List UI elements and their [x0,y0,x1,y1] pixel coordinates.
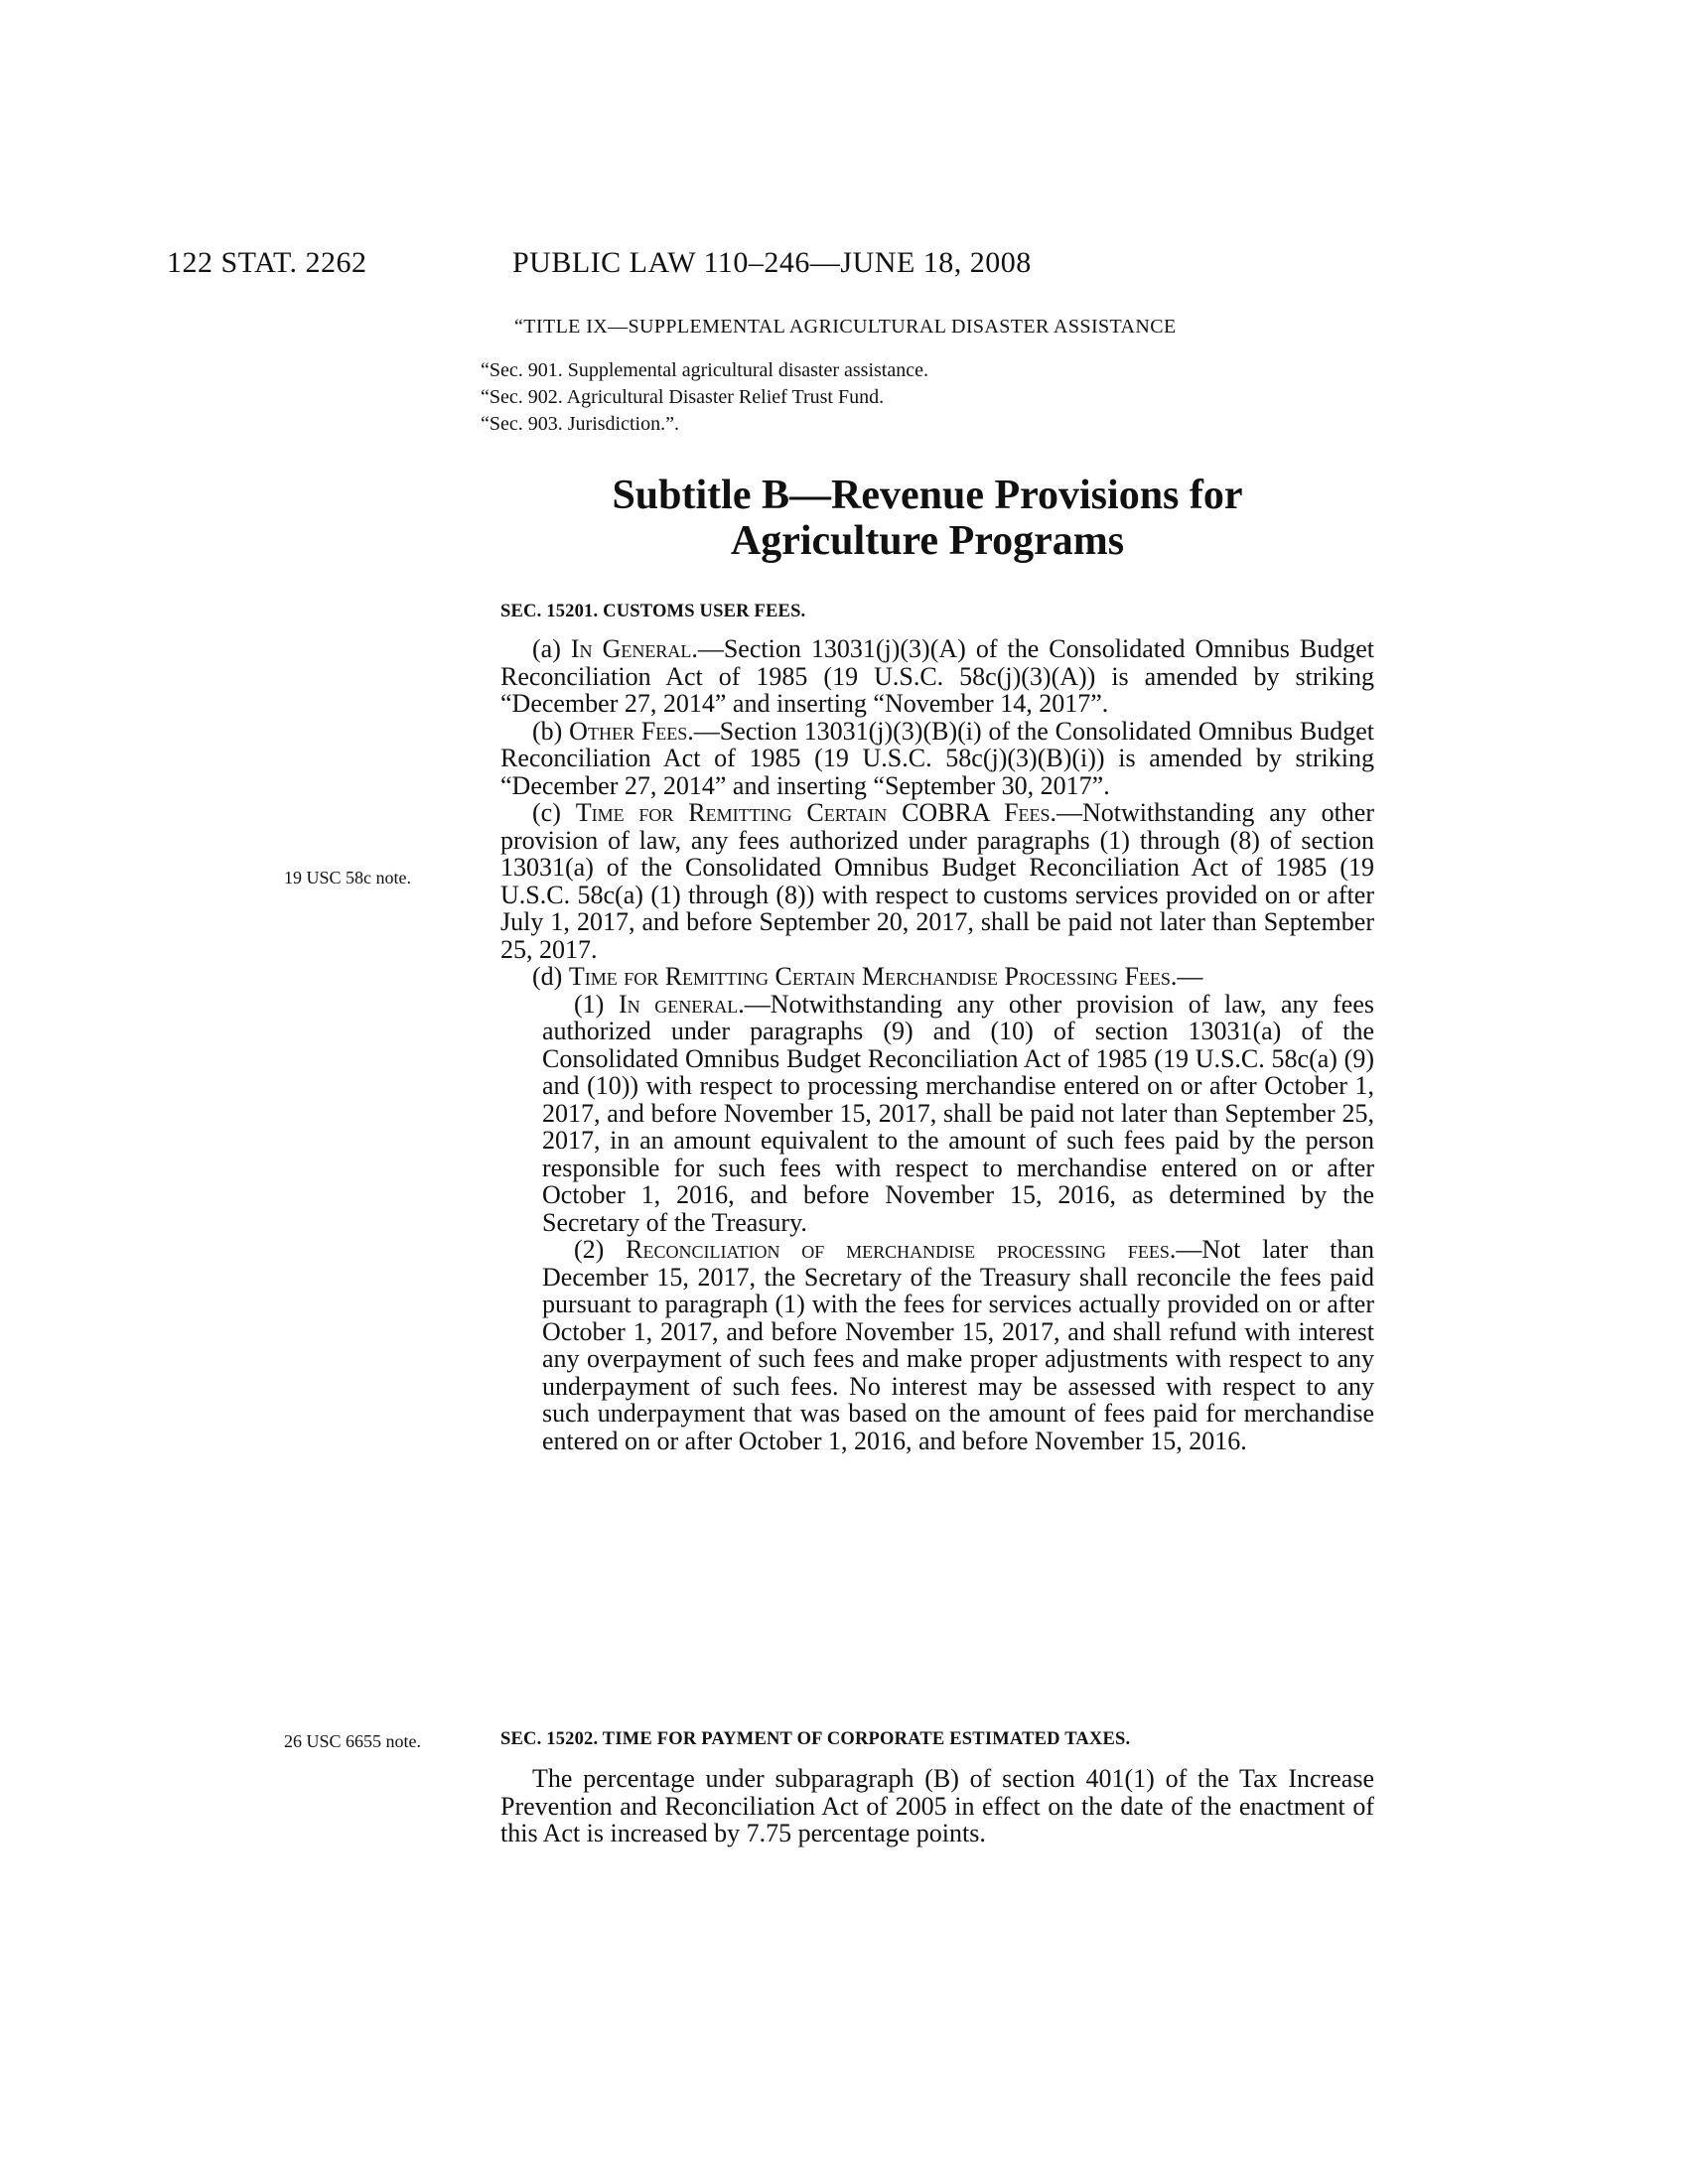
subsection-d-caption: Time for Remitting Certain Merchandise Processing Fees [568,962,1171,991]
subtitle-heading [467,473,1388,564]
page-header [167,246,1219,286]
subsection-a-caption: In General [570,634,692,663]
subtitle-line-2: Agriculture Programs [730,518,1125,564]
margin-note-19-usc: 19 USC 58c note. [284,868,411,887]
toc-item: “Sec. 901. Supplemental agricultural disaster assistance. [481,359,928,381]
section-heading-15202: SEC. 15202. TIME FOR PAYMENT OF CORPORATE ESTIMATED TAXES. [500,1729,1131,1749]
subsection-c-caption: Time for Remitting Certain COBRA Fees [575,798,1051,827]
toc-list [481,357,928,438]
toc-title: “TITLE IX—SUPPLEMENTAL AGRICULTURAL DISASTER ASSISTANCE [514,316,1177,338]
subsection-a: (a) In General.—Section 13031(j)(3)(A) of the Consolidated Omnibus Budget Reconciliation Act of 1985 (19 U.S.C. 58c(j)(3)(A)) is amended by striking “December 27, 2014” and inserting “November 14, 2017”. [500,634,1374,718]
paragraph-d-1-caption: In general [618,989,739,1019]
section-15202-text: The percentage under subparagraph (B) of section 401(1) of the Tax Increase Prevention and Reconciliation Act of 2005 in effect on the date of the enactment of this Act is increased by 7.75 percentage points. [500,1764,1374,1847]
subsection-d: (d) Time for Remitting Certain Merchandise Processing Fees.— [532,962,1203,991]
paragraph-d-1: (1) In general.—Notwithstanding any other provision of law, any fees authorized under paragraphs (9) and (10) of section 13031(a) of the Consolidated Omnibus Budget Reconciliation Act of 1985 (19 U.S.C. 58c(a) (9) and (10)) with respect to processing merchandise entered on or after October 1, 2017, and before November 15, 2017, shall be paid not later than September 25, 2017, in an amount equivalent to the amount of such fees paid by the person responsible for such fees with respect to merchandise entered on or after October 1, 2016, and before November 15, 2016, as determined by the Secretary of the Treasury. [542,989,1375,1237]
subsection-b-caption: Other Fees [569,716,688,746]
section-15202-body [500,1765,1374,1847]
public-law-citation: PUBLIC LAW 110–246—JUNE 18, 2008 [512,246,1032,279]
section-heading-15201: SEC. 15201. CUSTOMS USER FEES. [500,602,806,621]
stat-page-number: 122 STAT. 2262 [167,246,367,279]
toc-item: “Sec. 903. Jurisdiction.”. [481,413,679,435]
margin-note-26-usc: 26 USC 6655 note. [284,1731,422,1751]
paragraph-d-2-caption: Reconciliation of merchandise processing fees [626,1235,1170,1264]
subsection-c: (c) Time for Remitting Certain COBRA Fees.—Notwithstanding any other provision of law, any fees authorized under paragraphs (1) through (8) of section 13031(a) of the Consolidated Omnibus Budget Reconciliation Act of 1985 (19 U.S.C. 58c(a) (1) through (8)) with respect to customs services provided on or after July 1, 2017, and before September 20, 2017, shall be paid not later than September 25, 2017. [500,798,1375,964]
subtitle-line-1: Subtitle B—Revenue Provisions for [612,473,1243,518]
toc-item: “Sec. 902. Agricultural Disaster Relief Trust Fund. [481,386,885,408]
subsection-b: (b) Other Fees.—Section 13031(j)(3)(B)(i) of the Consolidated Omnibus Budget Reconciliation Act of 1985 (19 U.S.C. 58c(j)(3)(B)(i)) is amended by striking “December 27, 2014” and inserting “September 30, 2017”. [500,716,1374,800]
section-15201-body [500,635,1374,1454]
paragraph-d-2: (2) Reconciliation of merchandise processing fees.—Not later than December 15, 2017, the Secretary of the Treasury shall reconcile the fees paid pursuant to paragraph (1) with the fees for services actually provided on or after October 1, 2017, and before November 15, 2017, and shall refund with interest any overpayment of such fees and make proper adjustments with respect to any underpayment of such fees. No interest may be assessed with respect to any such underpayment that was based on the amount of fees paid for merchandise entered on or after October 1, 2016, and before November 15, 2016. [542,1235,1374,1455]
